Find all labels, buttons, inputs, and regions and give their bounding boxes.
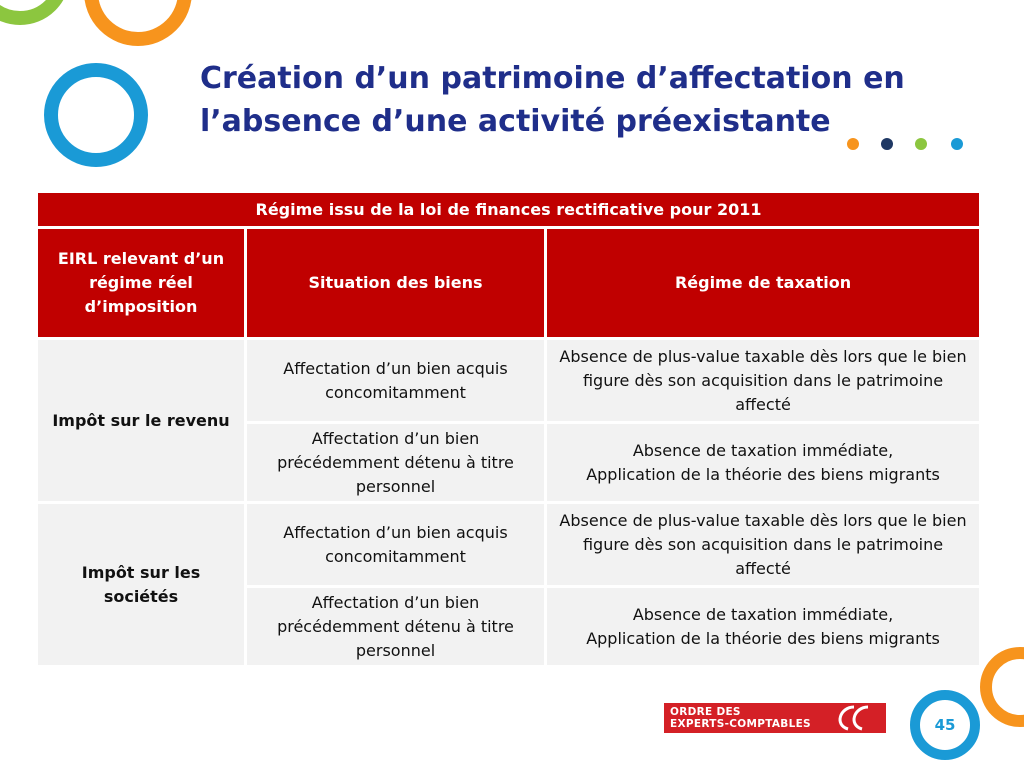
taxation-regime-table (35, 190, 982, 668)
regime-cell: Absence de plus-value taxable dès lors que le bien figure dès son acquisition dans le patrimoine affecté (546, 503, 981, 587)
logo-swoosh-icon (824, 703, 884, 733)
logo-line-2: EXPERTS-COMPTABLES (670, 718, 811, 730)
row-label-impot-societes: Impôt sur les sociétés (37, 503, 246, 667)
decor-ring-orange (84, 0, 192, 46)
slide-title-line-2: l’absence d’une activité préexistante (200, 104, 831, 139)
decor-ring-green (0, 0, 70, 25)
slide-title (200, 57, 980, 143)
regime-cell (546, 423, 981, 503)
table-row (37, 339, 981, 423)
situation-cell: Affectation d’un bien précédemment détenu à titre personnel (246, 423, 546, 503)
row-label-impot-revenu: Impôt sur le revenu (37, 339, 246, 503)
table-caption-row (37, 192, 981, 228)
table-header-row (37, 228, 981, 339)
ordre-experts-comptables-logo (664, 703, 886, 733)
table-row (37, 503, 981, 587)
column-header-regime: Régime de taxation (546, 228, 981, 339)
decor-ring-orange-right (980, 647, 1024, 727)
column-header-eirl: EIRL relevant d’un régime réel d’imposition (37, 228, 246, 339)
slide-title-line-1: Création d’un patrimoine d’affectation en (200, 61, 905, 96)
regime-cell: Absence de plus-value taxable dès lors que le bien figure dès son acquisition dans le patrimoine affecté (546, 339, 981, 423)
page-number: 45 (934, 716, 956, 734)
page-number-badge (910, 690, 980, 760)
situation-cell: Affectation d’un bien acquis concomitamment (246, 503, 546, 587)
table-caption: Régime issu de la loi de finances rectificative pour 2011 (37, 192, 981, 228)
regime-cell (546, 587, 981, 667)
regime-line-2: Application de la théorie des biens migrants (586, 464, 940, 484)
regime-line-1: Absence de taxation immédiate, (632, 440, 894, 460)
column-header-situation: Situation des biens (246, 228, 546, 339)
logo-line-1: ORDRE DES (670, 706, 741, 718)
situation-cell: Affectation d’un bien précédemment détenu à titre personnel (246, 587, 546, 667)
situation-cell: Affectation d’un bien acquis concomitamment (246, 339, 546, 423)
regime-line-1: Absence de taxation immédiate, (632, 604, 894, 624)
regime-line-2: Application de la théorie des biens migrants (586, 628, 940, 648)
decor-ring-blue (44, 63, 148, 167)
